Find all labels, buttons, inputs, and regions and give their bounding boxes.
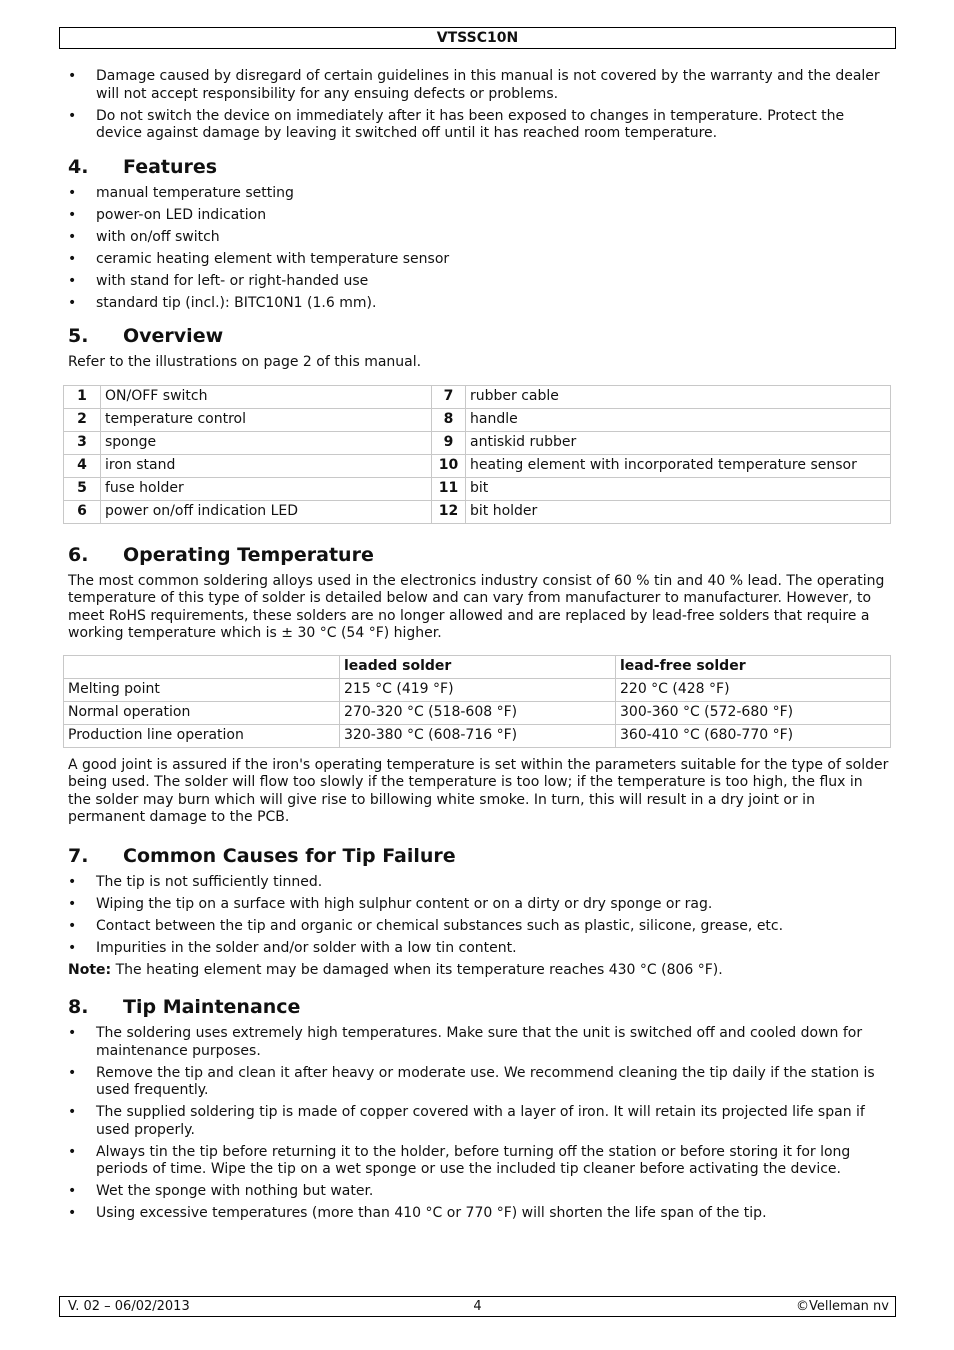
- table-cell: Normal operation: [64, 701, 340, 724]
- table-header-row: [64, 655, 891, 678]
- page-header: [59, 27, 896, 49]
- temperature-table: [63, 655, 891, 748]
- column-header: [64, 655, 340, 678]
- list-item: • Damage caused by disregard of certain guidelines in this manual is not covered by the warranty and the dealer will not accept responsibility for any ensuing defects or problems.: [68, 68, 890, 103]
- part-label: fuse holder: [101, 477, 432, 500]
- section-number: 6.: [68, 543, 89, 566]
- table-cell: Melting point: [64, 678, 340, 701]
- part-number: 12: [432, 500, 466, 523]
- list-item: • Contact between the tip and organic or chemical substances such as plastic, silicone, grease, etc.: [68, 918, 890, 936]
- part-label: bit: [466, 477, 891, 500]
- footer-page-number: 4: [473, 1299, 482, 1314]
- list-item: • with stand for left- or right-handed use: [68, 273, 890, 291]
- part-number: 4: [64, 454, 101, 477]
- section-title: Tip Maintenance: [123, 996, 301, 1018]
- part-number: 5: [64, 477, 101, 500]
- section-heading-tip-failure: [68, 845, 890, 867]
- table-row: [64, 701, 891, 724]
- part-label: power on/off indication LED: [101, 500, 432, 523]
- list-item: • The tip is not sufficiently tinned.: [68, 874, 890, 892]
- features-list: [68, 185, 890, 313]
- section-number: 4.: [68, 155, 89, 178]
- part-label: iron stand: [101, 454, 432, 477]
- section-title: Common Causes for Tip Failure: [123, 844, 456, 867]
- part-label: rubber cable: [466, 385, 891, 408]
- part-number: 11: [432, 477, 466, 500]
- note-text: The heating element may be damaged when its temperature reaches 430 °C (806 °F).: [111, 961, 723, 978]
- list-item: • The soldering uses extremely high temperatures. Make sure that the unit is switched off and cooled down for maintenance purposes.: [68, 1025, 890, 1060]
- section-number: 7.: [68, 844, 89, 867]
- part-number: 9: [432, 431, 466, 454]
- section-title: Operating Temperature: [123, 543, 374, 566]
- tip-failure-list: [68, 874, 890, 958]
- overview-table: [63, 385, 891, 524]
- list-item: • Wiping the tip on a surface with high sulphur content or on a dirty or dry sponge or rag.: [68, 896, 890, 914]
- table-cell: 300-360 °C (572-680 °F): [616, 701, 891, 724]
- table-row: [64, 408, 891, 431]
- column-header: leaded solder: [340, 655, 616, 678]
- section-heading-features: [68, 156, 890, 178]
- section-title: Overview: [123, 325, 224, 347]
- table-row: [64, 678, 891, 701]
- list-item: • ceramic heating element with temperature sensor: [68, 251, 890, 269]
- part-number: 3: [64, 431, 101, 454]
- footer-version: V. 02 – 06/02/2013: [68, 1299, 190, 1314]
- list-item: • Using excessive temperatures (more than 410 °C or 770 °F) will shorten the life span of the tip.: [68, 1205, 890, 1223]
- part-number: 1: [64, 385, 101, 408]
- list-item: • The supplied soldering tip is made of copper covered with a layer of iron. It will retain its projected life span if used properly.: [68, 1104, 890, 1139]
- list-item: • Do not switch the device on immediately after it has been exposed to changes in temperature. Protect the device against damage by leaving it switched off until it has reached room temperature.: [68, 108, 890, 143]
- part-label: heating element with incorporated temperature sensor: [466, 454, 891, 477]
- page-content: [68, 68, 890, 1227]
- part-label: temperature control: [101, 408, 432, 431]
- part-label: sponge: [101, 431, 432, 454]
- column-header: lead-free solder: [616, 655, 891, 678]
- list-item: • Wet the sponge with nothing but water.: [68, 1183, 890, 1201]
- part-label: antiskid rubber: [466, 431, 891, 454]
- part-label: ON/OFF switch: [101, 385, 432, 408]
- table-row: [64, 724, 891, 747]
- table-cell: 215 °C (419 °F): [340, 678, 616, 701]
- table-row: [64, 431, 891, 454]
- document-title: VTSSC10N: [436, 30, 519, 46]
- note-label: Note:: [68, 961, 112, 978]
- table-row: [64, 385, 891, 408]
- section-heading-operating-temperature: [68, 544, 890, 566]
- table-row: [64, 500, 891, 523]
- part-number: 8: [432, 408, 466, 431]
- list-item: • Remove the tip and clean it after heavy or moderate use. We recommend cleaning the tip daily if the station is used frequently.: [68, 1065, 890, 1100]
- table-cell: 220 °C (428 °F): [616, 678, 891, 701]
- list-item: • Impurities in the solder and/or solder with a low tin content.: [68, 940, 890, 958]
- list-item: • with on/off switch: [68, 229, 890, 247]
- section-heading-tip-maintenance: [68, 996, 890, 1018]
- operating-temperature-intro: The most common soldering alloys used in the electronics industry consist of 60 % tin and 40 % lead. The operating temperature of this type of solder is detailed below and can vary from manufacturer to manufacturer. However, to meet RoHS requirements, these solders are no longer allowed and are replaced by lead-free solders that require a working temperature which is ± 30 °C (54 °F) higher.: [68, 572, 885, 641]
- footer-copyright: ©Velleman nv: [795, 1299, 889, 1314]
- part-number: 2: [64, 408, 101, 431]
- list-item: • standard tip (incl.): BITC10N1 (1.6 mm).: [68, 295, 890, 313]
- intro-bullet-list: [68, 68, 890, 143]
- part-number: 10: [432, 454, 466, 477]
- list-item: • Always tin the tip before returning it to the holder, before turning off the station or before storing it for long periods of time. Wipe the tip on a wet sponge or use the included tip cleaner before activating the device.: [68, 1144, 890, 1179]
- part-label: bit holder: [466, 500, 891, 523]
- section-number: 5.: [68, 325, 89, 347]
- section-title: Features: [123, 155, 218, 178]
- table-row: [64, 454, 891, 477]
- part-number: 6: [64, 500, 101, 523]
- table-cell: 360-410 °C (680-770 °F): [616, 724, 891, 747]
- list-item: • manual temperature setting: [68, 185, 890, 203]
- list-item: • power-on LED indication: [68, 207, 890, 225]
- tip-failure-note: [68, 962, 890, 980]
- part-number: 7: [432, 385, 466, 408]
- section-number: 8.: [68, 996, 89, 1018]
- page-footer: [59, 1296, 896, 1317]
- tip-maintenance-list: [68, 1025, 890, 1223]
- table-cell: 270-320 °C (518-608 °F): [340, 701, 616, 724]
- overview-intro: Refer to the illustrations on page 2 of this manual.: [68, 354, 422, 370]
- part-label: handle: [466, 408, 891, 431]
- operating-temperature-outro: A good joint is assured if the iron's operating temperature is set within the parameters suitable for the type of solder being used. The solder will flow too slowly if the temperature is too low; if the temperature is too high, the flux in the solder may burn which will give rise to billowing white smoke. In turn, this will result in a dry joint or in permanent damage to the PCB.: [68, 756, 889, 825]
- table-cell: 320-380 °C (608-716 °F): [340, 724, 616, 747]
- table-row: [64, 477, 891, 500]
- table-cell: Production line operation: [64, 724, 340, 747]
- section-heading-overview: [68, 325, 890, 347]
